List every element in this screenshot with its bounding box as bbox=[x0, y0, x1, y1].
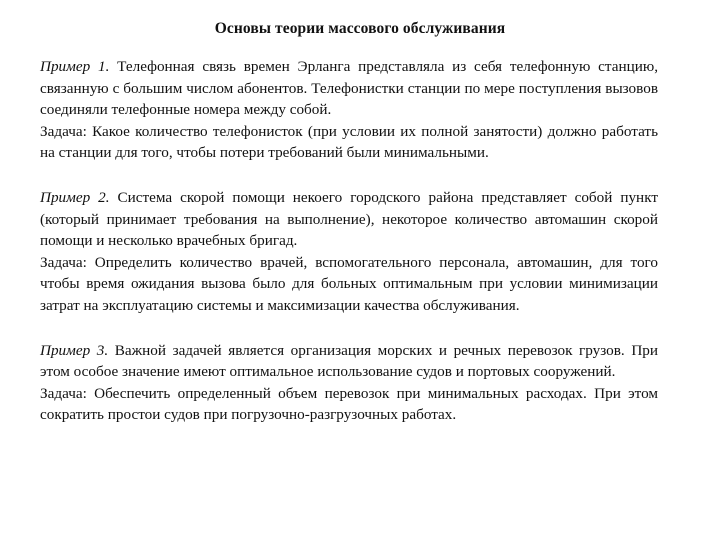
page-title: Основы теории массового обслуживания bbox=[214, 20, 506, 37]
example-1-lead: Пример 1. bbox=[40, 58, 110, 75]
examples-content bbox=[40, 56, 658, 449]
example-1-description bbox=[40, 56, 658, 121]
example-3-description bbox=[40, 340, 658, 383]
example-3-task: Задача: Обеспечить определенный объем перевозок при минимальных расходах. При этом сократить простои судов при погрузочно-разгрузочных работах. bbox=[40, 384, 658, 424]
example-1-task: Задача: Какое количество телефонисток (при условии их полной занятости) должно работать на станции для того, чтобы потери требований были минимальными. bbox=[40, 122, 658, 162]
example-2-task: Задача: Определить количество врачей, вспомогательного персонала, автомашин, для того чтобы время ожидания вызова было для больных оптимальным при условии минимизации затрат на эксплуатацию системы и максимизации качества обслуживания. bbox=[40, 253, 658, 314]
example-2-lead: Пример 2. bbox=[40, 188, 110, 206]
example-3 bbox=[40, 340, 658, 426]
example-3-lead: Пример 3. bbox=[40, 341, 109, 359]
example-1-text: Телефонная связь времен Эрланга представляла из себя телефонную станцию, связанную с большим числом абонентов. Телефонистки станции по мере поступления вызовов соединяли телефонные номера между собой. bbox=[40, 58, 658, 119]
example-2-text: Система скорой помощи некоего городского района представляет собой пункт (который принимает требования на выполнение), некоторое количество автомашин скорой помощи и несколько врачебных бригад. bbox=[40, 188, 659, 250]
example-1 bbox=[40, 56, 658, 164]
example-2 bbox=[40, 187, 658, 317]
example-3-text: Важной задачей является организация морских и речных перевозок грузов. При этом особое значение имеют оптимальное использование судов и портовых сооружений. bbox=[40, 341, 659, 381]
example-2-description bbox=[40, 187, 658, 252]
